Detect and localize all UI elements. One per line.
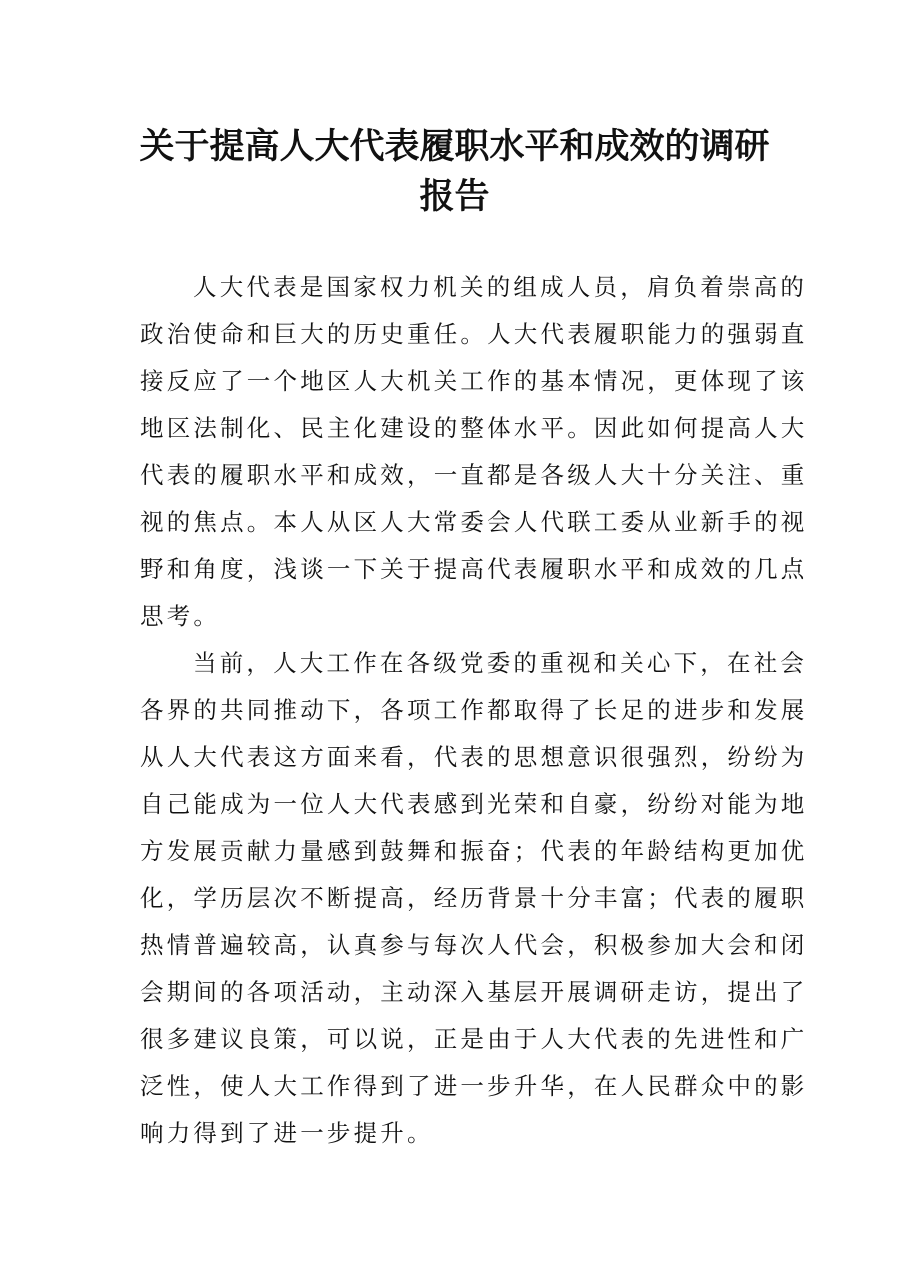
paragraph-line: 很多建议良策，可以说，正是由于人大代表的先进性和广 [140, 1025, 808, 1053]
paragraph-line: 热情普遍较高，认真参与每次人代会，积极参加大会和闭 [140, 931, 808, 959]
paragraph-current-situation [140, 640, 808, 1157]
paragraph-line: 化，学历层次不断提高，经历背景十分丰富；代表的履职 [140, 884, 808, 912]
paragraph-line: 当前，人大工作在各级党委的重视和关心下，在社会 [193, 649, 808, 677]
paragraph-line: 思考。 [140, 602, 221, 630]
paragraph-line: 政治使命和巨大的历史重任。人大代表履职能力的强弱直 [140, 320, 808, 348]
paragraph-line: 各界的共同推动下，各项工作都取得了长足的进步和发展 [140, 696, 808, 724]
paragraph-intro [140, 264, 808, 640]
document-body [140, 264, 808, 1157]
paragraph-line: 会期间的各项活动，主动深入基层开展调研走访，提出了 [140, 978, 808, 1006]
paragraph-line: 从人大代表这方面来看，代表的思想意识很强烈，纷纷为 [140, 743, 808, 771]
title-line-1: 关于提高人大代表履职水平和成效的调研 [139, 127, 770, 167]
paragraph-line: 代表的履职水平和成效，一直都是各级人大十分关注、重 [140, 461, 808, 489]
paragraph-line: 视的焦点。本人从区人大常委会人代联工委从业新手的视 [140, 508, 808, 536]
paragraph-line: 人大代表是国家权力机关的组成人员，肩负着崇高的 [193, 273, 808, 301]
paragraph-line: 泛性，使人大工作得到了进一步升华，在人民群众中的影 [140, 1072, 808, 1100]
paragraph-line: 自己能成为一位人大代表感到光荣和自豪，纷纷对能为地 [140, 790, 808, 818]
document-title [120, 122, 789, 222]
paragraph-line: 方发展贡献力量感到鼓舞和振奋；代表的年龄结构更加优 [140, 837, 808, 865]
paragraph-line: 地区法制化、民主化建设的整体水平。因此如何提高人大 [140, 414, 808, 442]
title-line-2: 报告 [419, 177, 490, 217]
paragraph-line: 响力得到了进一步提升。 [140, 1119, 434, 1147]
paragraph-line: 接反应了一个地区人大机关工作的基本情况，更体现了该 [140, 367, 808, 395]
paragraph-line: 野和角度，浅谈一下关于提高代表履职水平和成效的几点 [140, 555, 808, 583]
